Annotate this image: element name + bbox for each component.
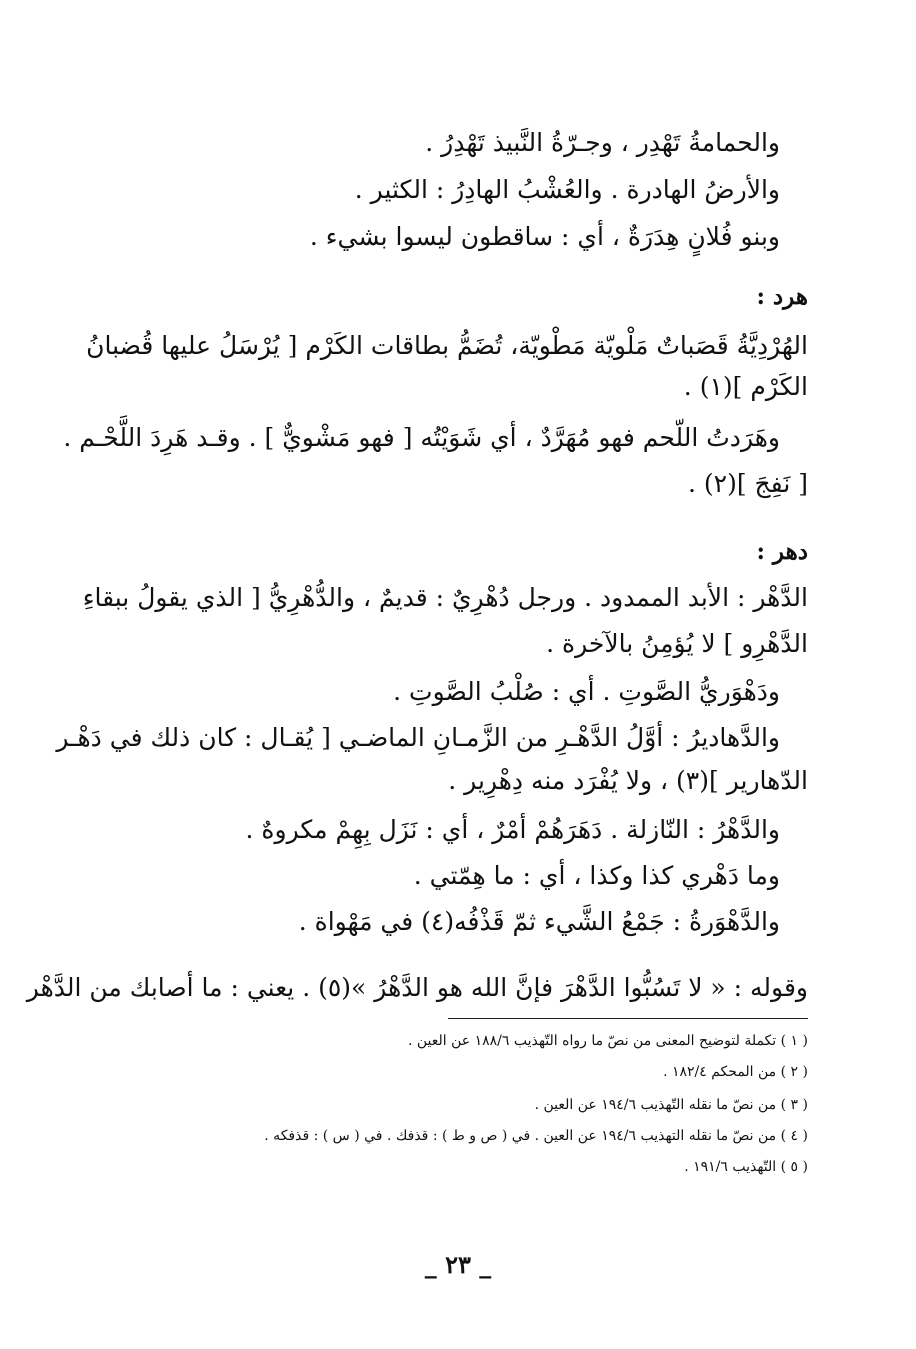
text-line: والدَّهاديرُ : أوَّلُ الدَّهْـرِ من الزَّمـانِ الماضـي [ يُقـال : كان ذلك في دَهْـر <box>56 723 780 752</box>
text-line: الدَّهْرِو ] لا يُؤمِنُ بالآخرة . <box>546 629 808 658</box>
text-line: والدَّهْرُ : النّازلة . دَهَرَهُمْ أمْرٌ ، أي : نَزَل بِهِمْ مكروهٌ . <box>245 815 780 844</box>
text-line: وقوله : « لا تَسُبُّوا الدَّهْرَ فإنَّ الله هو الدَّهْرُ »(٥) . يعني : ما أصابك من الدَّهْر <box>26 973 808 1002</box>
text-line: والأرضُ الهادرة . والعُشْبُ الهادِرُ : الكثير . <box>354 175 780 204</box>
text-line: وهَرَدتُ اللّحم فهو مُهَرَّدٌ ، أي شَوَيْتُه [ فهو مَشْويٌّ ] . وقـد هَرِدَ اللَّحْـم . <box>63 423 780 452</box>
footnote: ( ٥ ) التّهذيب ١٩١/٦ . <box>684 1159 808 1175</box>
footnote: ( ٤ ) من نصّ ما نقله التهذيب ١٩٤/٦ عن العين . في ( ص و ط ) : قذفك . في ( س ) : قذفكه . <box>264 1128 808 1144</box>
footnote: ( ٢ ) من المحكم ١٨٢/٤ . <box>663 1064 808 1080</box>
page-number: _ ٢٣ _ <box>424 1250 492 1279</box>
text-line: الدَّهْر : الأبد الممدود . ورجل دُهْرِيٌ : قديمٌ ، والدُّهْرِيُّ [ الذي يقولُ ببقاءِ <box>82 583 808 612</box>
footnote: ( ٣ ) من نصّ ما نقله التّهذيب ١٩٤/٦ عن العين . <box>534 1097 808 1113</box>
text-line: والحمامةُ تَهْدِر ، وجـرّةُ النَّبيذ تَهْدِرُ . <box>425 128 780 157</box>
text-line: وما دَهْري كذا وكذا ، أي : ما هِمّتي . <box>413 861 780 890</box>
footnote-separator <box>448 1018 808 1019</box>
text-line: الدّهارير ](٣) ، ولا يُفْرَد منه دِهْرِير . <box>448 766 808 795</box>
text-line: الهُرْدِيَّةُ قَصَباتٌ مَلْويّة مَطْويّة، تُضَمُّ بطاقات الكَرْم [ يُرْسَلُ عليها قُضبانُ <box>86 331 808 360</box>
text-line: وبنو فُلانٍ هِدَرَةٌ ، أي : ساقطون ليسوا بشيء . <box>309 222 780 251</box>
footnote: ( ١ ) تكملة لتوضيح المعنى من نصّ ما رواه التّهذيب ١٨٨/٦ عن العين . <box>408 1033 808 1049</box>
text-line: [ نَفِجَ ](٢) . <box>688 469 808 498</box>
entry-heading: دهر : <box>756 538 808 565</box>
text-line: الكَرْم ](١) . <box>683 372 808 401</box>
entry-heading: هرد : <box>756 283 808 310</box>
text-line: والدَّهْوَرةُ : جَمْعُ الشَّيء ثمّ قَذْفُه(٤) في مَهْواة . <box>298 907 780 936</box>
text-line: ودَهْوَريُّ الصَّوتِ . أي : صُلْبُ الصَّوتِ . <box>393 677 780 706</box>
